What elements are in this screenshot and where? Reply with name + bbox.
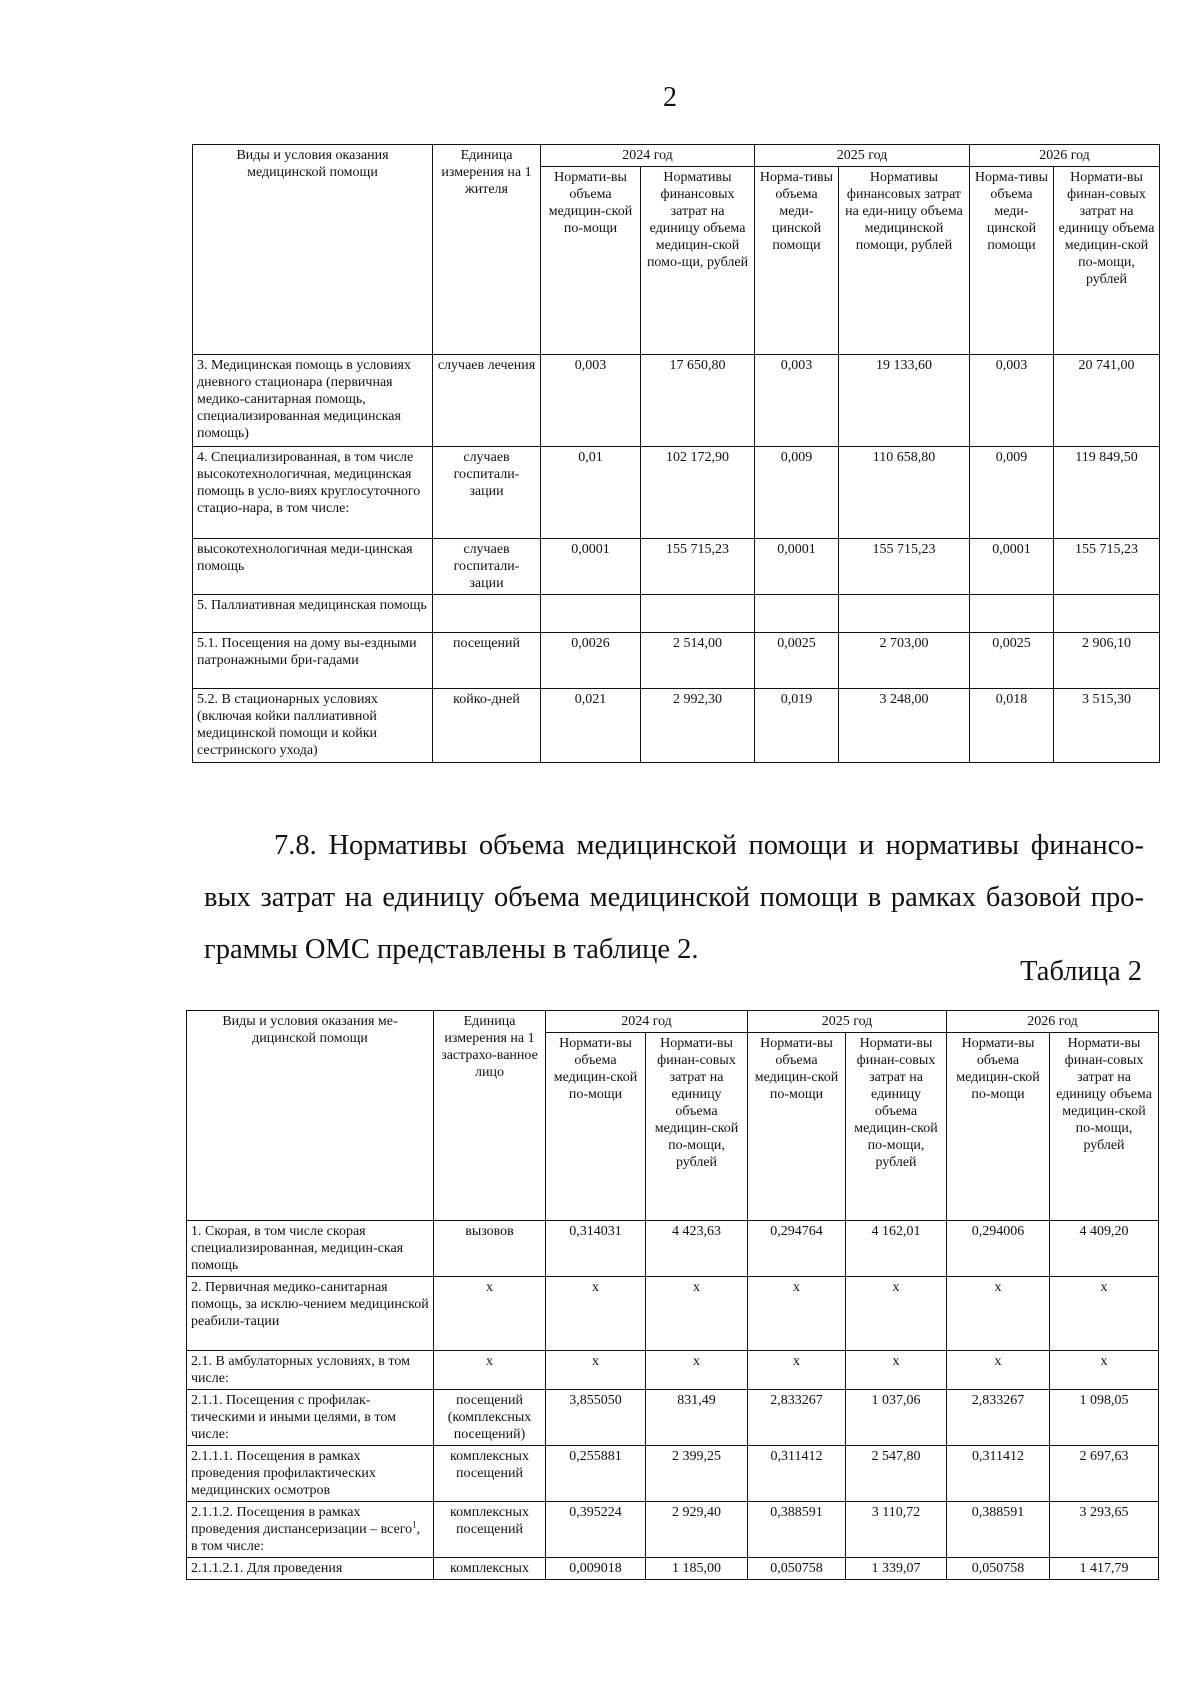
cell: 0,009 bbox=[755, 447, 839, 539]
cell: х bbox=[546, 1277, 646, 1351]
cell: х bbox=[1050, 1351, 1159, 1390]
cell: 1 185,00 bbox=[646, 1558, 748, 1580]
cell: 4 162,01 bbox=[846, 1221, 947, 1277]
header-year: 2026 год bbox=[970, 145, 1160, 167]
cell: х bbox=[846, 1277, 947, 1351]
row-type: 1. Скорая, в том числе скорая специализированная, медицин-ская помощь bbox=[187, 1221, 434, 1277]
cell: 0,009018 bbox=[546, 1558, 646, 1580]
cell bbox=[641, 595, 755, 633]
row-type-text: , в том числе: bbox=[191, 1522, 421, 1554]
cell: х bbox=[646, 1351, 748, 1390]
cell: 0,050758 bbox=[748, 1558, 846, 1580]
cell: х bbox=[846, 1351, 947, 1390]
cell: 102 172,90 bbox=[641, 447, 755, 539]
cell: 3 293,65 bbox=[1050, 1502, 1159, 1558]
cell: 0,0026 bbox=[541, 633, 641, 689]
header-year: 2026 год bbox=[947, 1011, 1159, 1033]
table-row bbox=[187, 1390, 1159, 1446]
cell: х bbox=[546, 1351, 646, 1390]
cell bbox=[1054, 595, 1160, 633]
table-2 bbox=[186, 1010, 1159, 1580]
cell bbox=[839, 595, 970, 633]
table-row bbox=[187, 1502, 1159, 1558]
cell: 155 715,23 bbox=[1054, 539, 1160, 595]
cell: 3 515,30 bbox=[1054, 689, 1160, 763]
cell: 0,0001 bbox=[541, 539, 641, 595]
cell: 0,388591 bbox=[947, 1502, 1050, 1558]
page-number: 2 bbox=[663, 82, 677, 113]
section-paragraph: 7.8. Нормативы объема медицинской помощи и нормативы финансо-вых затрат на единицу объема медицинской помощи в рамках базовой про-граммы ОМС представлены в таблице 2. bbox=[204, 830, 1144, 965]
table-header-row bbox=[187, 1011, 1159, 1033]
header-unit: Единица измерения на 1 жителя bbox=[433, 145, 541, 355]
cell: 0,050758 bbox=[947, 1558, 1050, 1580]
subheader: Нормативы финансовых затрат на еди-ницу объема медицинской помощи, рублей bbox=[839, 167, 970, 355]
row-type: 2. Первичная медико-санитарная помощь, за исклю-чением медицинской реабили-тации bbox=[187, 1277, 434, 1351]
cell: 19 133,60 bbox=[839, 355, 970, 447]
cell: 20 741,00 bbox=[1054, 355, 1160, 447]
row-type: высокотехнологичная меди-цинская помощь bbox=[193, 539, 433, 595]
table-header-row bbox=[193, 145, 1160, 167]
cell: 0,003 bbox=[541, 355, 641, 447]
row-unit: койко-дней bbox=[433, 689, 541, 763]
table-row bbox=[187, 1221, 1159, 1277]
cell: 3 248,00 bbox=[839, 689, 970, 763]
cell: 0,311412 bbox=[748, 1446, 846, 1502]
cell: 155 715,23 bbox=[839, 539, 970, 595]
subheader: Нормати-вы финан-совых затрат на единицу объема медицин-ской по-мощи, рублей bbox=[1050, 1033, 1159, 1221]
cell: х bbox=[947, 1351, 1050, 1390]
footnote-mark: 1 bbox=[412, 1519, 417, 1530]
table-row bbox=[187, 1446, 1159, 1502]
table-1 bbox=[192, 144, 1160, 763]
cell: 0,314031 bbox=[546, 1221, 646, 1277]
row-unit: х bbox=[434, 1351, 546, 1390]
row-type bbox=[187, 1502, 434, 1558]
row-type: 2.1. В амбулаторных условиях, в том числе: bbox=[187, 1351, 434, 1390]
cell: 3 110,72 bbox=[846, 1502, 947, 1558]
cell: 0,311412 bbox=[947, 1446, 1050, 1502]
row-unit bbox=[433, 595, 541, 633]
cell: х bbox=[947, 1277, 1050, 1351]
row-type: 2.1.1.2.1. Для проведения bbox=[187, 1558, 434, 1580]
cell: 110 658,80 bbox=[839, 447, 970, 539]
row-unit: х bbox=[434, 1277, 546, 1351]
row-unit: случаев госпитали-зации bbox=[433, 539, 541, 595]
header-year: 2025 год bbox=[755, 145, 970, 167]
cell: 0,021 bbox=[541, 689, 641, 763]
row-unit: вызовов bbox=[434, 1221, 546, 1277]
cell: 0,003 bbox=[970, 355, 1054, 447]
table-row bbox=[187, 1351, 1159, 1390]
row-type-text: 2.1.1.2. Посещения в рамках проведения диспансеризации – всего bbox=[191, 1505, 413, 1537]
table-row bbox=[193, 633, 1160, 689]
row-type: 5.1. Посещения на дому вы-ездными патронажными бри-гадами bbox=[193, 633, 433, 689]
table-row bbox=[187, 1277, 1159, 1351]
subheader: Нормати-вы объема медицин-ской по-мощи bbox=[541, 167, 641, 355]
cell: 1 037,06 bbox=[846, 1390, 947, 1446]
cell: 155 715,23 bbox=[641, 539, 755, 595]
cell: 0,01 bbox=[541, 447, 641, 539]
row-type: 2.1.1.1. Посещения в рамках проведения профилактических медицинских осмотров bbox=[187, 1446, 434, 1502]
row-type: 3. Медицинская помощь в условиях дневного стационара (первичная медико-санитарная помощь, специализированная медицинская помощь) bbox=[193, 355, 433, 447]
cell: 0,003 bbox=[755, 355, 839, 447]
cell: 0,019 bbox=[755, 689, 839, 763]
cell: 2 697,63 bbox=[1050, 1446, 1159, 1502]
subheader: Нормати-вы объема медицин-ской по-мощи bbox=[546, 1033, 646, 1221]
cell: 2 547,80 bbox=[846, 1446, 947, 1502]
subheader: Нормати-вы финан-совых затрат на единицу объема медицин-ской по-мощи, рублей bbox=[846, 1033, 947, 1221]
cell: х bbox=[748, 1277, 846, 1351]
cell: 4 423,63 bbox=[646, 1221, 748, 1277]
row-unit: комплексных bbox=[434, 1558, 546, 1580]
cell: 0,395224 bbox=[546, 1502, 646, 1558]
header-type: Виды и условия оказания медицинской помощи bbox=[193, 145, 433, 355]
header-unit: Единица измерения на 1 застрахо-ванное лицо bbox=[434, 1011, 546, 1221]
cell bbox=[970, 595, 1054, 633]
cell bbox=[755, 595, 839, 633]
row-unit: посещений (комплексных посещений) bbox=[434, 1390, 546, 1446]
cell: 0,009 bbox=[970, 447, 1054, 539]
cell: 17 650,80 bbox=[641, 355, 755, 447]
cell: 2 514,00 bbox=[641, 633, 755, 689]
cell: х bbox=[748, 1351, 846, 1390]
cell: 0,0025 bbox=[970, 633, 1054, 689]
table-row bbox=[193, 355, 1160, 447]
cell: 1 339,07 bbox=[846, 1558, 947, 1580]
cell: 831,49 bbox=[646, 1390, 748, 1446]
subheader: Нормати-вы объема медицин-ской по-мощи bbox=[748, 1033, 846, 1221]
cell: 2 929,40 bbox=[646, 1502, 748, 1558]
cell: 2,833267 bbox=[748, 1390, 846, 1446]
header-year: 2025 год bbox=[748, 1011, 947, 1033]
cell: 119 849,50 bbox=[1054, 447, 1160, 539]
cell: 2,833267 bbox=[947, 1390, 1050, 1446]
table-caption: Таблица 2 bbox=[1020, 956, 1142, 987]
table-row bbox=[193, 539, 1160, 595]
subheader: Нормативы финансовых затрат на единицу объема медицин-ской помо-щи, рублей bbox=[641, 167, 755, 355]
row-unit: комплексных посещений bbox=[434, 1502, 546, 1558]
header-type: Виды и условия оказания ме-дицинской помощи bbox=[187, 1011, 434, 1221]
row-type: 5.2. В стационарных условиях (включая койки паллиативной медицинской помощи и койки сестринского ухода) bbox=[193, 689, 433, 763]
subheader: Нормати-вы финан-совых затрат на единицу объема медицин-ской по-мощи, рублей bbox=[646, 1033, 748, 1221]
subheader: Нормати-вы финан-совых затрат на единицу объема медицин-ской по-мощи, рублей bbox=[1054, 167, 1160, 355]
row-unit: посещений bbox=[433, 633, 541, 689]
subheader: Норма-тивы объема меди-цинской помощи bbox=[755, 167, 839, 355]
cell: 4 409,20 bbox=[1050, 1221, 1159, 1277]
row-unit: случаев лечения bbox=[433, 355, 541, 447]
table-row bbox=[193, 447, 1160, 539]
cell: 0,294006 bbox=[947, 1221, 1050, 1277]
cell: 0,018 bbox=[970, 689, 1054, 763]
row-type: 2.1.1. Посещения с профилак-тическими и иными целями, в том числе: bbox=[187, 1390, 434, 1446]
cell: х bbox=[646, 1277, 748, 1351]
subheader: Нормати-вы объема медицин-ской по-мощи bbox=[947, 1033, 1050, 1221]
table-row bbox=[193, 689, 1160, 763]
cell: х bbox=[1050, 1277, 1159, 1351]
cell: 2 906,10 bbox=[1054, 633, 1160, 689]
cell: 0,388591 bbox=[748, 1502, 846, 1558]
cell: 1 098,05 bbox=[1050, 1390, 1159, 1446]
cell: 2 992,30 bbox=[641, 689, 755, 763]
row-unit: комплексных посещений bbox=[434, 1446, 546, 1502]
row-unit: случаев госпитали-зации bbox=[433, 447, 541, 539]
subheader: Норма-тивы объема меди-цинской помощи bbox=[970, 167, 1054, 355]
cell bbox=[541, 595, 641, 633]
table-row bbox=[193, 595, 1160, 633]
header-year: 2024 год bbox=[541, 145, 755, 167]
cell: 2 703,00 bbox=[839, 633, 970, 689]
cell: 0,0025 bbox=[755, 633, 839, 689]
cell: 1 417,79 bbox=[1050, 1558, 1159, 1580]
table-row bbox=[187, 1558, 1159, 1580]
row-type: 5. Паллиативная медицинская помощь bbox=[193, 595, 433, 633]
cell: 2 399,25 bbox=[646, 1446, 748, 1502]
cell: 0,294764 bbox=[748, 1221, 846, 1277]
cell: 0,0001 bbox=[755, 539, 839, 595]
cell: 0,255881 bbox=[546, 1446, 646, 1502]
cell: 3,855050 bbox=[546, 1390, 646, 1446]
row-type: 4. Специализированная, в том числе высокотехнологичная, медицинская помощь в усло-виях круглосуточного стацио-нара, в том числе: bbox=[193, 447, 433, 539]
cell: 0,0001 bbox=[970, 539, 1054, 595]
header-year: 2024 год bbox=[546, 1011, 748, 1033]
